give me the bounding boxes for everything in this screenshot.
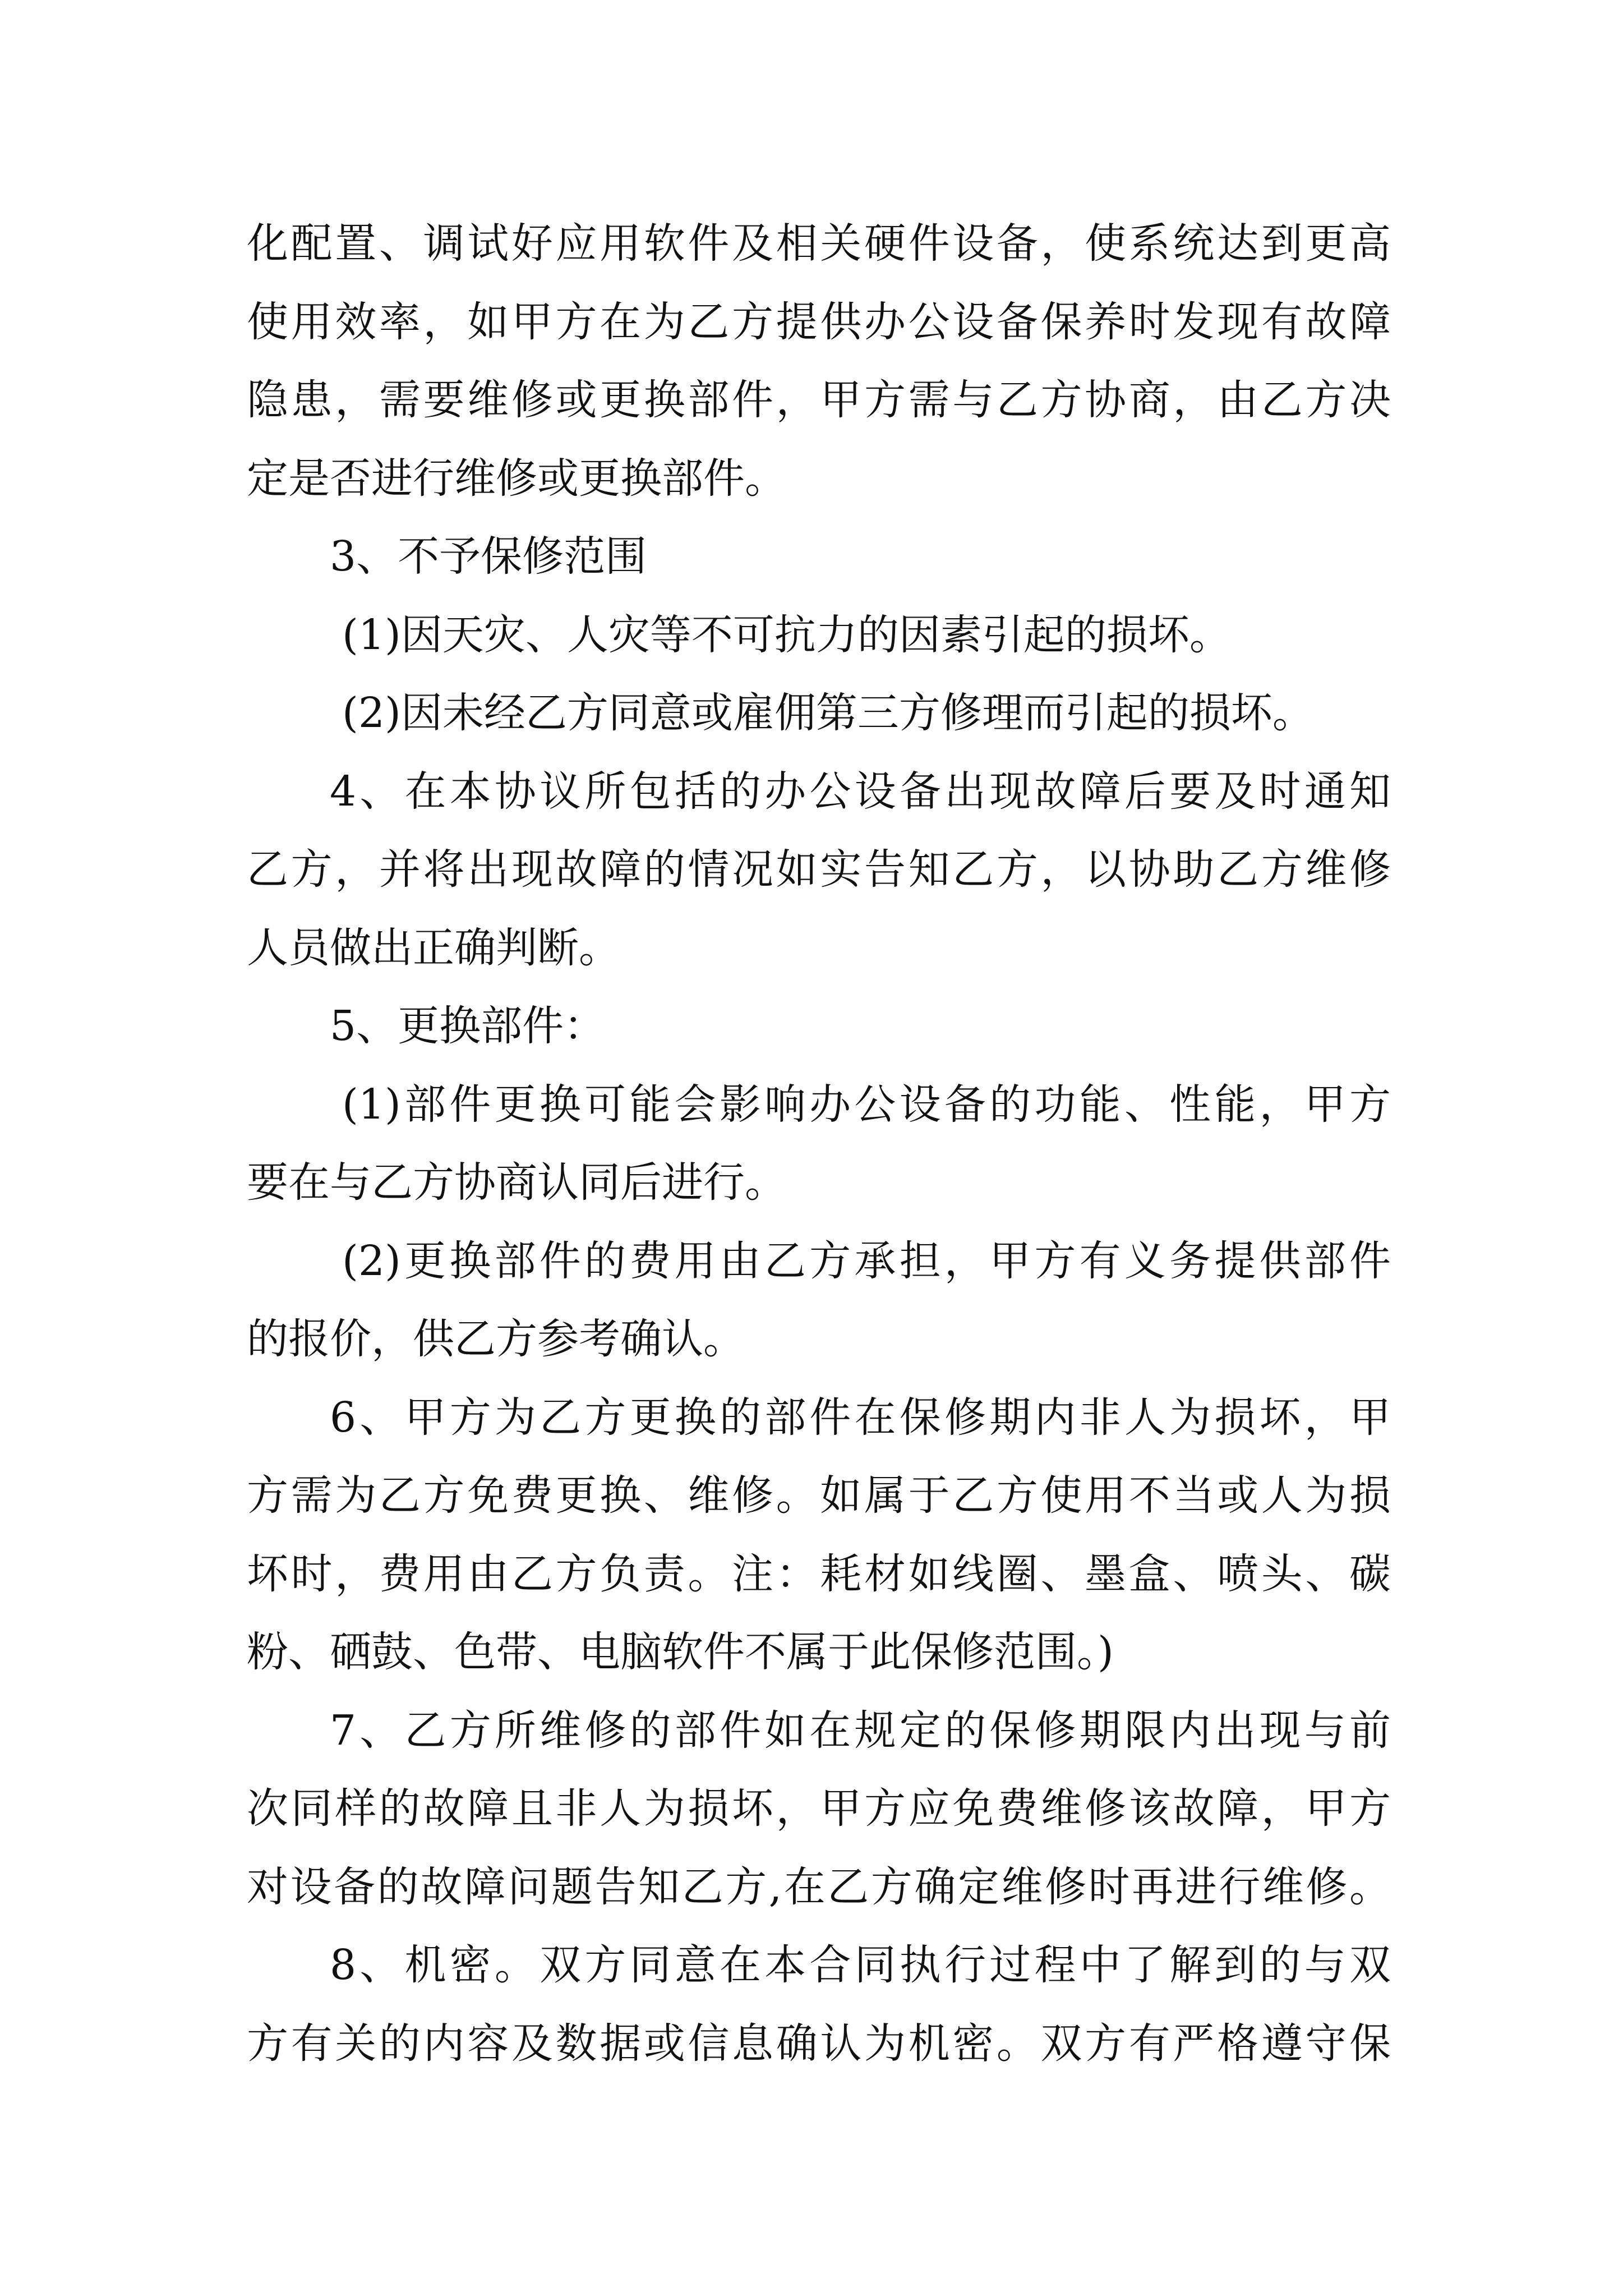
section-4-line-2: 乙方，并将出现故障的情况如实告知乙方，以协助乙方维修: [247, 845, 1391, 894]
text-line-2: 使用效率，如甲方在为乙方提供办公设备保养时发现有故障: [247, 297, 1391, 346]
section-5-heading: 5、更换部件：: [330, 1002, 606, 1050]
section-3-item-1: (1)因天灾、人灾等不可抗力的因素引起的损坏。: [342, 610, 1231, 659]
section-6-line-4: 粉、硒鼓、色带、电脑软件不属于此保修范围。): [247, 1628, 1114, 1676]
section-6-line-3: 坏时，费用由乙方负责。注：耗材如线圈、墨盒、喷头、碳: [247, 1549, 1391, 1598]
section-7-line-3: 对设备的故障问题告知乙方,在乙方确定维修时再进行维修。: [247, 1862, 1391, 1911]
section-4-line-3: 人员做出正确判断。: [247, 923, 620, 972]
section-5-item-1-line-1: (1)部件更换可能会影响办公设备的功能、性能，甲方: [342, 1080, 1391, 1129]
section-7-line-2: 次同样的故障且非人为损坏，甲方应免费维修该故障，甲方: [247, 1784, 1391, 1833]
document-body: [247, 205, 1391, 2083]
text-line-4: 定是否进行维修或更换部件。: [247, 454, 786, 503]
section-3-heading: 3、不予保修范围: [330, 532, 647, 581]
section-5-item-2-line-1: (2)更换部件的费用由乙方承担，甲方有义务提供部件: [342, 1236, 1391, 1285]
text-line-1: 化配置、调试好应用软件及相关硬件设备，使系统达到更高: [247, 219, 1391, 268]
section-6-line-1: 6、甲方为乙方更换的部件在保修期内非人为损坏，甲: [330, 1393, 1391, 1442]
section-4-line-1: 4、在本协议所包括的办公设备出现故障后要及时通知: [330, 767, 1391, 816]
section-7-line-1: 7、乙方所维修的部件如在规定的保修期限内出现与前: [330, 1706, 1391, 1755]
section-5-item-2-line-2: 的报价，供乙方参考确认。: [247, 1315, 745, 1363]
section-5-item-1-line-2: 要在与乙方协商认同后进行。: [247, 1158, 786, 1207]
section-3-item-2: (2)因未经乙方同意或雇佣第三方修理而引起的损坏。: [342, 689, 1314, 737]
text-line-3: 隐患，需要维修或更换部件，甲方需与乙方协商，由乙方决: [247, 376, 1391, 424]
section-6-line-2: 方需为乙方免费更换、维修。如属于乙方使用不当或人为损: [247, 1471, 1391, 1520]
section-8-line-1: 8、机密。双方同意在本合同执行过程中了解到的与双: [330, 1941, 1391, 1989]
section-8-line-2: 方有关的内容及数据或信息确认为机密。双方有严格遵守保: [247, 2019, 1391, 2068]
